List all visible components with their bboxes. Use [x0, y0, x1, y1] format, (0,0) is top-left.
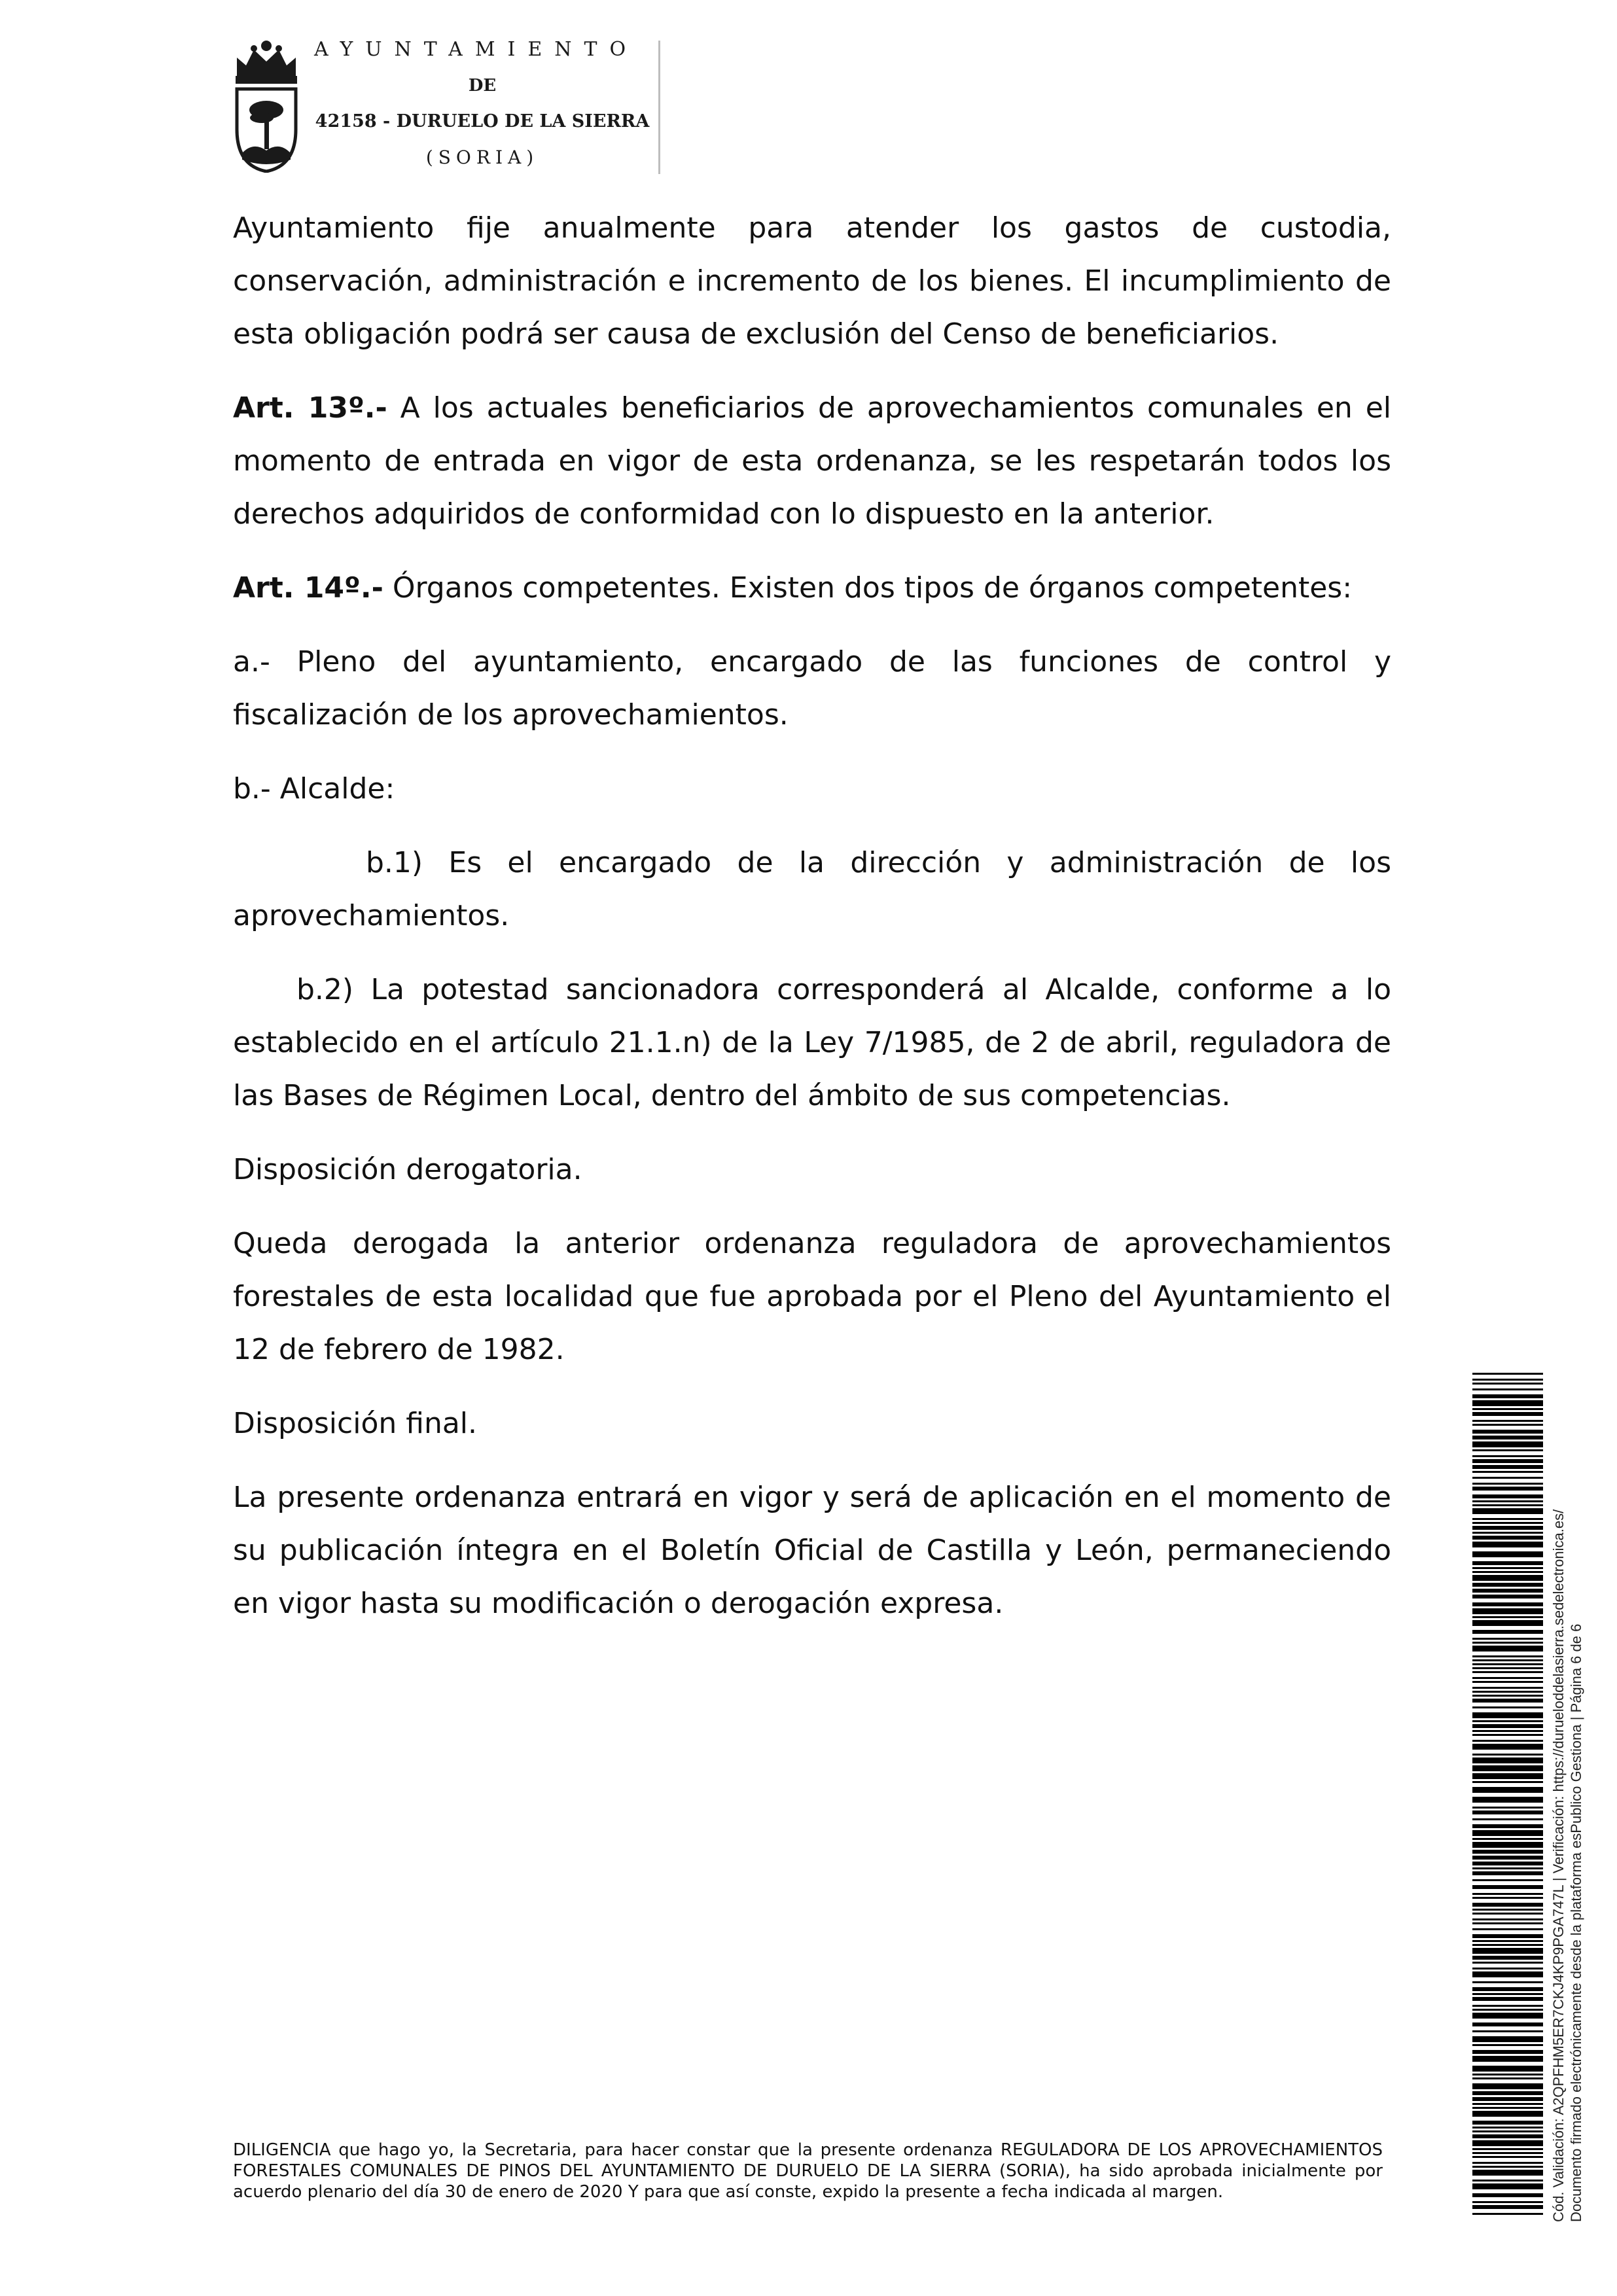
barcode-bar — [1472, 1663, 1543, 1665]
article-13-text: A los actuales beneficiarios de aprovechamientos comunales en el momento de entrada en vigor de esta ordenanza, se les respetarán todos los derechos adquiridos de conformidad con lo dispuesto en la anterior. — [233, 391, 1391, 531]
barcode-bar — [1472, 1695, 1543, 1697]
barcode-bar — [1472, 1903, 1543, 1907]
barcode-bar — [1472, 1518, 1543, 1520]
barcode-bar — [1472, 2091, 1543, 2095]
barcode-bar — [1472, 1394, 1543, 1398]
barcode-bar — [1472, 1551, 1543, 1557]
barcode-bar — [1472, 2170, 1543, 2176]
barcode-bar — [1472, 1522, 1543, 1524]
barcode-bar — [1472, 2140, 1543, 2146]
barcode-bar — [1472, 1781, 1543, 1783]
barcode-bar — [1472, 1940, 1543, 1942]
barcode-bar — [1472, 1646, 1543, 1651]
barcode-bar — [1472, 1542, 1543, 1547]
signature-note: Documento firmado electrónicamente desde la plataforma esPublico Gestiona | Página 6 de 6 — [1568, 1623, 1584, 2222]
barcode-bar — [1472, 1787, 1543, 1793]
barcode-bar — [1472, 1691, 1543, 1693]
barcode-bar — [1472, 1430, 1543, 1434]
derogation-heading: Disposición derogatoria. — [233, 1153, 582, 1186]
final-provision-heading: Disposición final. — [233, 1407, 478, 1440]
barcode-bar — [1472, 1818, 1543, 1820]
barcode-bar — [1472, 2097, 1543, 2101]
barcode-bar — [1472, 1909, 1543, 1911]
barcode-bar — [1472, 1734, 1543, 1736]
barcode-bar — [1472, 1455, 1543, 1457]
barcode-bar — [1472, 1412, 1543, 1416]
paragraph-continuation: Ayuntamiento fije anualmente para atender los gastos de custodia, conservación, administración e incremento de los bienes. El incumplimiento de esta obligación podrá ser causa de exclusión del Censo de beneficiarios. — [233, 211, 1391, 351]
barcode-bar — [1472, 1830, 1543, 1836]
barcode-bar — [1472, 2050, 1543, 2054]
barcode-bar — [1472, 2148, 1543, 2150]
letterhead — [230, 38, 662, 173]
barcode-bar — [1472, 1575, 1543, 1581]
barcode-bar — [1472, 2127, 1543, 2128]
barcode-bar — [1472, 1400, 1543, 1406]
barcode-bar — [1472, 1373, 1543, 1375]
validation-code: Cód. Validación: A2QPFHM5ER7CKJ4KP9PGA747L | Verificación: https://durueloddelasierra.sedelectronica.es/ — [1550, 1509, 1567, 2222]
barcode-bar — [1472, 1944, 1543, 1946]
barcode-bar — [1472, 1856, 1543, 1860]
barcode-bar — [1472, 1504, 1543, 1506]
barcode-bar — [1472, 1971, 1543, 1977]
barcode-bar — [1472, 1388, 1543, 1390]
barcode-bar — [1472, 1922, 1543, 1924]
barcode-bar — [1472, 2013, 1543, 2019]
barcode-bar — [1472, 2044, 1543, 2046]
barcode-bar — [1472, 2134, 1543, 2138]
barcode-bar — [1472, 1981, 1543, 1983]
barcode-bar — [1472, 1871, 1543, 1875]
item-b2: b.2) La potestad sancionadora corresponderá al Alcalde, conforme a lo establecido en el artículo 21.1.n) de la Ley 7/1985, de 2 de abril, reguladora de las Bases de Régimen Local, dentro del ámbito de sus competencias. — [233, 973, 1391, 1112]
barcode-bar — [1472, 2009, 1543, 2011]
item-b1: b.1) Es el encargado de la dirección y administración de los aprovechamientos. — [233, 846, 1391, 932]
barcode-bar — [1472, 1441, 1543, 1447]
barcode-bar — [1472, 1987, 1543, 1991]
barcode-bar — [1472, 2162, 1543, 2164]
barcode-bar — [1472, 1526, 1543, 1530]
barcode-bar — [1472, 1724, 1543, 1728]
diligence-note: DILIGENCIA que hago yo, la Secretaria, para hacer constar que la presente ordenanza REGULADORA DE LOS APROVECHAMIENTOS FORESTALES COMUNALES DE PINOS DEL AYUNTAMIENTO DE DURUELO DE LA SIERRA (SORIA), ha sido aprobada inicialmente por acuerdo plenario del día 30 de enero de 2020 Y para que así conste, expido la presente a fecha indicada al margen. — [233, 2140, 1383, 2202]
barcode-bar — [1472, 2205, 1543, 2209]
barcode-bar — [1472, 1744, 1543, 1750]
barcode-bar — [1472, 1620, 1543, 1626]
barcode-bar — [1472, 1730, 1543, 1732]
barcode-bar — [1472, 2121, 1543, 2125]
barcode-bar — [1472, 1483, 1543, 1485]
barcode-bar — [1472, 1508, 1543, 1514]
barcode-bar — [1472, 1928, 1543, 1930]
barcode-bar — [1472, 1838, 1543, 1840]
barcode-bar — [1472, 2022, 1543, 2026]
barcode-bar — [1472, 1500, 1543, 1502]
org-province: (SORIA) — [425, 147, 539, 168]
article-13-label: Art. 13º.- — [233, 391, 387, 425]
barcode-bar — [1472, 1913, 1543, 1915]
barcode-bar — [1472, 1712, 1543, 1718]
article-14-label: Art. 14º.- — [233, 571, 383, 605]
barcode-bar — [1472, 1449, 1543, 1451]
barcode-bar — [1472, 1420, 1543, 1422]
barcode-bar — [1472, 2107, 1543, 2109]
barcode-bar — [1472, 1706, 1543, 1708]
barcode-bar — [1472, 1765, 1543, 1771]
derogation-text: Queda derogada la anterior ordenanza reguladora de aprovechamientos forestales de esta localidad que fue aprobada por el Pleno del Ayuntamiento el 12 de febrero de 1982. — [233, 1227, 1391, 1366]
barcode-bar — [1472, 1655, 1543, 1657]
barcode-bar — [1472, 1810, 1543, 1814]
barcode-bar — [1472, 1956, 1543, 1960]
validation-margin-text — [1550, 1437, 1585, 2222]
barcode-bar — [1472, 2193, 1543, 2197]
barcode-bar — [1472, 2066, 1543, 2072]
org-locality: 42158 - DURUELO DE LA SIERRA — [315, 111, 650, 132]
barcode-bar — [1472, 1667, 1543, 1669]
barcode-bar — [1472, 1630, 1543, 1634]
barcode-bar — [1472, 1968, 1543, 1969]
barcode-bar — [1472, 1494, 1543, 1498]
barcode-bar — [1472, 1687, 1543, 1689]
barcode-bar — [1472, 2152, 1543, 2154]
barcode-bar — [1472, 1893, 1543, 1895]
barcode-bar — [1472, 1408, 1543, 1410]
article-14 — [233, 561, 1391, 614]
barcode-bar — [1472, 1720, 1543, 1722]
barcode-bar — [1472, 1885, 1543, 1889]
barcode-bar — [1472, 1379, 1543, 1381]
barcode-bar — [1472, 2130, 1543, 2132]
barcode-bar — [1472, 1948, 1543, 1954]
document-body — [233, 202, 1391, 1651]
barcode-bar — [1472, 1571, 1543, 1573]
barcode-bar — [1472, 1807, 1543, 1809]
barcode-bar — [1472, 1740, 1543, 1742]
barcode-bar — [1472, 2201, 1543, 2203]
article-13 — [233, 381, 1391, 540]
barcode-bar — [1472, 1757, 1543, 1763]
barcode-bar — [1472, 1681, 1543, 1683]
barcode-bar — [1472, 1536, 1543, 1540]
barcode-bar — [1472, 1383, 1543, 1385]
barcode-bar — [1472, 1561, 1543, 1565]
barcode-bar — [1472, 1997, 1543, 2001]
barcode-bar — [1472, 2213, 1543, 2215]
barcode-bar — [1472, 2180, 1543, 2181]
barcode-bar — [1472, 2056, 1543, 2062]
barcode-bar — [1472, 2005, 1543, 2007]
barcode-bar — [1472, 1532, 1543, 1534]
barcode-bar — [1472, 1589, 1543, 1593]
barcode-bar — [1472, 1850, 1543, 1854]
barcode-bar — [1472, 2036, 1543, 2042]
barcode-bar — [1472, 1754, 1543, 1756]
barcode-bar — [1472, 1918, 1543, 1920]
barcode-bar — [1472, 2030, 1543, 2032]
barcode-bar — [1472, 1797, 1543, 1803]
barcode-bar — [1472, 2077, 1543, 2079]
barcode-bar — [1472, 1677, 1543, 1679]
barcode-bar — [1472, 1487, 1543, 1491]
barcode-bar — [1472, 1638, 1543, 1640]
barcode-bar — [1472, 1934, 1543, 1938]
barcode-bar — [1472, 1459, 1543, 1463]
item-a: a.- Pleno del ayuntamiento, encargado de las funciones de control y fiscalización de los aprovechamientos. — [233, 645, 1391, 732]
barcode-bar — [1472, 1616, 1543, 1618]
barcode-bar — [1472, 1471, 1543, 1473]
barcode-bar — [1472, 1862, 1543, 1865]
barcode-bar — [1472, 1465, 1543, 1469]
barcode-bar — [1472, 1436, 1543, 1439]
barcode-bar — [1472, 1962, 1543, 1964]
barcode-bar — [1472, 2183, 1543, 2189]
barcode-bar — [1472, 1879, 1543, 1881]
barcode-bar — [1472, 1424, 1543, 1426]
barcode-bar — [1472, 1659, 1543, 1661]
barcode-bar — [1472, 1583, 1543, 1587]
barcode-bar — [1472, 2166, 1543, 2168]
org-title: AYUNTAMIENTO — [314, 38, 639, 61]
barcode-bar — [1472, 1642, 1543, 1644]
barcode-bar — [1472, 1867, 1543, 1869]
item-b: b.- Alcalde: — [233, 772, 395, 805]
barcode-bar — [1472, 2156, 1543, 2158]
barcode-bar — [1472, 1824, 1543, 1828]
barcode-bar — [1472, 2111, 1543, 2117]
barcode-bar — [1472, 1699, 1543, 1703]
municipal-coat-of-arms — [230, 38, 302, 173]
barcode-bar — [1472, 2103, 1543, 2105]
barcode-bar — [1472, 2074, 1543, 2075]
barcode-bar — [1472, 1602, 1543, 1606]
barcode-bar — [1472, 1897, 1543, 1899]
barcode-bar — [1472, 1671, 1543, 1673]
barcode-bar — [1472, 1842, 1543, 1848]
barcode-bar — [1472, 1608, 1543, 1614]
org-preposition: DE — [468, 76, 497, 96]
header-divider — [658, 41, 660, 174]
barcode-bar — [1472, 1477, 1543, 1479]
barcode-bar — [1472, 2083, 1543, 2089]
barcode-bar — [1472, 1773, 1543, 1779]
article-14-text: Órganos competentes. Existen dos tipos de órganos competentes: — [383, 571, 1353, 605]
barcode-bar — [1472, 1993, 1543, 1995]
barcode-bar — [1472, 1567, 1543, 1569]
final-provision-text: La presente ordenanza entrará en vigor y será de aplicación en el momento de su publicación íntegra en el Boletín Oficial de Castilla y León, permaneciendo en vigor hasta su modificación o derogación expresa. — [233, 1481, 1391, 1620]
barcode-bar — [1472, 1595, 1543, 1598]
